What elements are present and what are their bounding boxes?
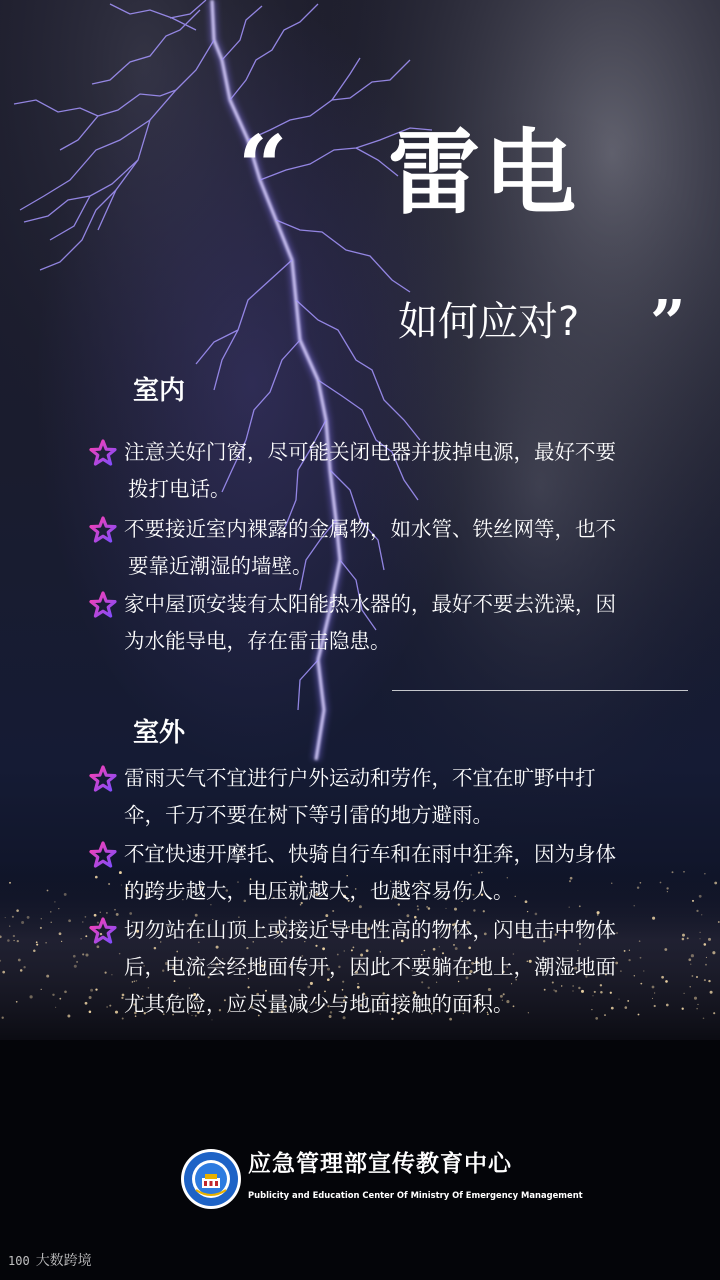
- watermark-logo-icon: 100: [8, 1254, 30, 1268]
- star-outline-icon: [88, 438, 118, 468]
- page-subtitle: 如何应对?: [398, 299, 580, 345]
- list-item: [88, 912, 688, 1023]
- list-item: [88, 760, 688, 834]
- star-outline-icon: [88, 764, 118, 794]
- star-outline-icon: [88, 840, 118, 870]
- list-item-line: 后，电流会经地面传开，因此不要躺在地上，潮湿地面: [124, 955, 616, 979]
- divider: [392, 690, 688, 691]
- section-title-indoor: 室内: [133, 376, 186, 406]
- list-item: [88, 434, 688, 508]
- list-item-line: 为水能导电，存在雷击隐患。: [124, 629, 391, 653]
- close-quote-mark: ”: [650, 286, 686, 359]
- watermark-text: 大数跨境: [35, 1253, 92, 1269]
- list-item-line: 的跨步越大，电压就越大，也越容易伤人。: [124, 879, 514, 903]
- section-title-outdoor: 室外: [133, 718, 186, 748]
- list-item-line: 要靠近潮湿的墙壁。: [128, 554, 313, 578]
- page-title: 雷电: [388, 120, 581, 227]
- list-item-line: 不要接近室内裸露的金属物，如水管、铁丝网等，也不: [124, 517, 616, 541]
- list-item-line: 拨打电话。: [128, 477, 231, 501]
- star-outline-icon: [88, 916, 118, 946]
- list-item-line: 切勿站在山顶上或接近导电性高的物体，闪电击中物体: [124, 918, 616, 942]
- list-item: [88, 511, 688, 585]
- list-item-line: 不宜快速开摩托、快骑自行车和在雨中狂奔，因为身体: [124, 842, 616, 866]
- list-item-line: 雷雨天气不宜进行户外运动和劳作，不宜在旷野中打: [124, 766, 596, 790]
- list-item: [88, 586, 688, 660]
- list-item-line: 家中屋顶安装有太阳能热水器的，最好不要去洗澡，因: [124, 592, 616, 616]
- watermark: [8, 1254, 92, 1268]
- list-item: [88, 836, 688, 910]
- list-item-line: 尤其危险，应尽量减少与地面接触的面积。: [124, 992, 514, 1016]
- list-item-line: 伞，千万不要在树下等引雷的地方避雨。: [124, 803, 493, 827]
- emblem-icon: [180, 1148, 242, 1210]
- star-outline-icon: [88, 590, 118, 620]
- open-quote-mark: “: [238, 117, 288, 218]
- organization-name-cn: 应急管理部宣传教育中心: [248, 1151, 512, 1177]
- list-item-line: 注意关好门窗，尽可能关闭电器并拔掉电源，最好不要: [124, 440, 616, 464]
- organization-name-en: Publicity and Education Center Of Ministry Of Emergency Management: [248, 1190, 583, 1200]
- star-outline-icon: [88, 515, 118, 545]
